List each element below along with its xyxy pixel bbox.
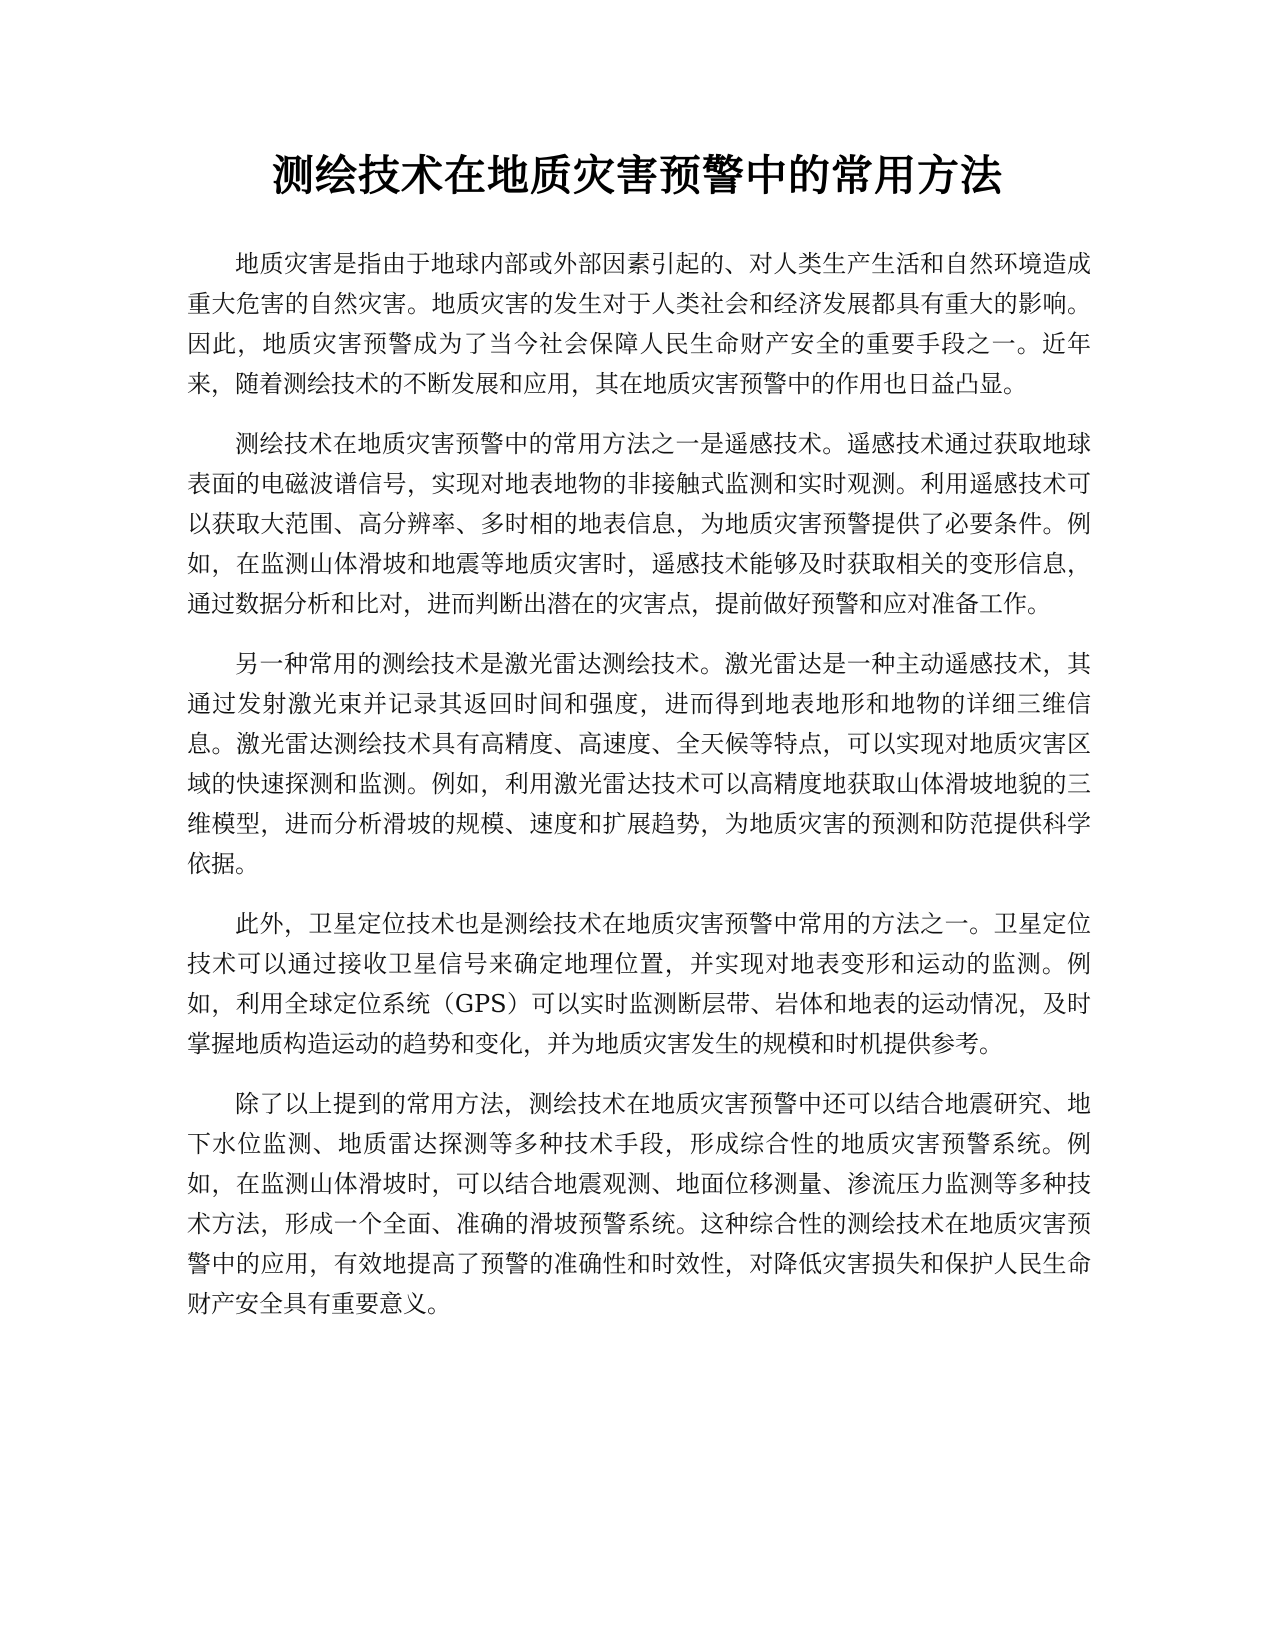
paragraph-intro: 地质灾害是指由于地球内部或外部因素引起的、对人类生产生活和自然环境造成重大危害的自然灾害。地质灾害的发生对于人类社会和经济发展都具有重大的影响。因此，地质灾害预警成为了当今社会保障人民生命财产安全的重要手段之一。近年来，随着测绘技术的不断发展和应用，其在地质灾害预警中的作用也日益凸显。: [187, 250, 1091, 398]
paragraph-remote-sensing: 测绘技术在地质灾害预警中的常用方法之一是遥感技术。遥感技术通过获取地球表面的电磁波谱信号，实现对地表地物的非接触式监测和实时观测。利用遥感技术可以获取大范围、高分辨率、多时相的地表信息，为地质灾害预警提供了必要条件。例如，在监测山体滑坡和地震等地质灾害时，遥感技术能够及时获取相关的变形信息，通过数据分析和比对，进而判断出潜在的灾害点，提前做好预警和应对准备工作。: [187, 430, 1091, 618]
paragraph-integrated-system: 除了以上提到的常用方法，测绘技术在地质灾害预警中还可以结合地震研究、地下水位监测、地质雷达探测等多种技术手段，形成综合性的地质灾害预警系统。例如，在监测山体滑坡时，可以结合地震观测、地面位移测量、渗流压力监测等多种技术方法，形成一个全面、准确的滑坡预警系统。这种综合性的测绘技术在地质灾害预警中的应用，有效地提高了预警的准确性和时效性，对降低灾害损失和保护人民生命财产安全具有重要意义。: [187, 1090, 1091, 1318]
document-title: 测绘技术在地质灾害预警中的常用方法: [271, 151, 1003, 200]
paragraph-lidar: 另一种常用的测绘技术是激光雷达测绘技术。激光雷达是一种主动遥感技术，其通过发射激光束并记录其返回时间和强度，进而得到地表地形和地物的详细三维信息。激光雷达测绘技术具有高精度、高速度、全天候等特点，可以实现对地质灾害区域的快速探测和监测。例如，利用激光雷达技术可以高精度地获取山体滑坡地貌的三维模型，进而分析滑坡的规模、速度和扩展趋势，为地质灾害的预测和防范提供科学依据。: [187, 650, 1091, 878]
paragraph-satellite-positioning: 此外，卫星定位技术也是测绘技术在地质灾害预警中常用的方法之一。卫星定位技术可以通过接收卫星信号来确定地理位置，并实现对地表变形和运动的监测。例如，利用全球定位系统（GPS）可以实时监测断层带、岩体和地表的运动情况，及时掌握地质构造运动的趋势和变化，并为地质灾害发生的规模和时机提供参考。: [187, 910, 1091, 1058]
document-body: [187, 244, 1091, 1344]
